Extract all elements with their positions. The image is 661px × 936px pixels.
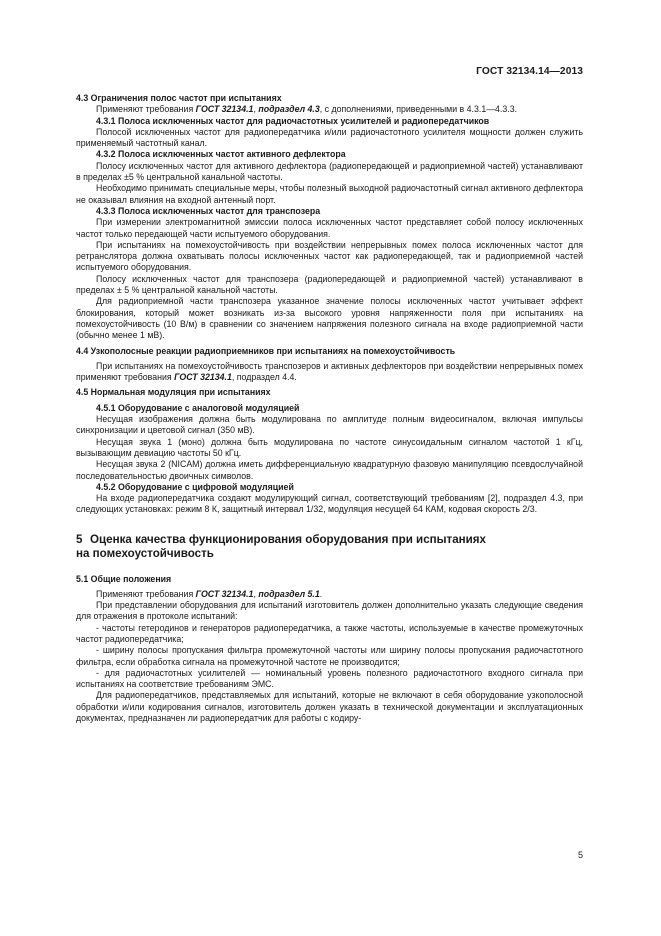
list-item: - ширину полосы пропускания фильтра промежуточной частоты или ширину полосы пропускания радиочастотного фильтра, если обработка сигнала на промежуточной частоте не производится; bbox=[76, 645, 583, 667]
text-run: Применяют требования bbox=[96, 588, 196, 599]
standard-reference: ГОСТ 32134.1 bbox=[195, 588, 254, 599]
section-4-5-2-title: 4.5.2 Оборудование с цифровой модуляцией bbox=[96, 481, 294, 492]
subsection-reference: подраздел 5.1 bbox=[258, 588, 320, 599]
text-run: . bbox=[319, 588, 323, 599]
section-5-number: 5 bbox=[76, 532, 83, 546]
section-5-title-line-1: Оценка качества функционирования оборудования при испытаниях bbox=[90, 532, 487, 546]
section-4-5-1-paragraph-2: Несущая звука 1 (моно) должна быть модулирована по частоте синусоидальным сигналом частотой 1 кГц, вызывающим девиацию частоты 50 кГц. bbox=[76, 436, 583, 458]
list-item: - частоты гетеродинов и генераторов радиопередатчика, а также частоты, используемые в качестве промежуточных частот радиопередатчика; bbox=[76, 622, 583, 644]
text-run: , bbox=[253, 588, 259, 599]
subsection-reference: подраздел 4.3 bbox=[258, 104, 320, 115]
section-4-5-1-paragraph-1: Несущая изображения должна быть модулирована по амплитуде полным видеосигналом, включая импульсы синхронизации и цветовой сигнал (350 мВ). bbox=[76, 414, 583, 436]
standard-reference: ГОСТ 32134.1 bbox=[195, 104, 254, 115]
section-4-3-1-paragraph: Полосой исключенных частот для радиопередатчика и/или радиочастотного усилителя мощности должен служить применяемый частотный канал. bbox=[76, 126, 583, 149]
section-4-3-2-title: 4.3.2 Полоса исключенных частот активного дефлектора bbox=[96, 149, 346, 160]
section-5-1-paragraph-3: Для радиопередатчиков, представляемых для испытаний, которые не включают в себя оборудование узкополосной обработки и/или кодирования сигналов, изготовитель должен указать в технической документации и эксплуатационных документах, предназначен ли радиопередатчик для работы с кодиру- bbox=[76, 690, 583, 724]
text-run: , с дополнениями, приведенными в 4.3.1—4.3.3. bbox=[319, 104, 518, 115]
text-run: При испытаниях на помехоустойчивость транспозеров и активных дефлекторов при воздействии непрерывных помех применяют требования bbox=[76, 360, 583, 383]
document-code: ГОСТ 32134.14—2013 bbox=[476, 66, 583, 77]
section-5-title-line-2: на помехоустойчивость bbox=[76, 547, 214, 561]
section-4-3-3-paragraph-2: При испытаниях на помехоустойчивость при воздействии непрерывных помех полоса исключенных частот для ретранслятора должна охватывать полосы исключенных частот как радиопередающей, так и радиоприемной частей испытуемого оборудования. bbox=[76, 239, 583, 273]
text-run: , bbox=[253, 104, 259, 115]
text-run: , подраздел 4.4. bbox=[231, 372, 297, 383]
section-4-5-2-paragraph: На входе радиопередатчика создают модулирующий сигнал, соответствующий требованиям [2], подраздел 4.3, при следующих установках: режим 8 К, защитный интервал 1/32, модуляция несущей 64 КАМ, кодовая скорость 2/3. bbox=[76, 493, 583, 515]
text-run: Применяют требования bbox=[96, 104, 196, 115]
section-4-3-paragraph bbox=[76, 104, 583, 115]
section-4-3-3-paragraph-1: При измерении электромагнитной эмиссии полоса исключенных частот представляет собой полосу исключенных частот только передающей части испытуемого оборудования. bbox=[76, 217, 583, 239]
section-5-1-paragraph-1 bbox=[76, 589, 583, 600]
document-page bbox=[76, 0, 583, 936]
section-4-3-2-paragraph-2: Необходимо принимать специальные меры, чтобы полезный выходной радиочастотный сигнал активного дефлектора не оказывал влияния на входной антенный порт. bbox=[76, 183, 583, 205]
section-4-4-paragraph bbox=[76, 361, 583, 384]
section-4-3-3-paragraph-4: Для радиоприемной части транспозера указанное значение полосы исключенных частот учитывает эффект блокирования, который может возникать из-за высокого уровня напряженности поля при испытаниях на помехоустойчивость (10 В/м) в сравнении со значением напряжения полезного сигнала на входе радиоприемной части (обычно менее 1 мВ). bbox=[76, 296, 583, 341]
section-4-5-1-title: 4.5.1 Оборудование с аналоговой модуляцией bbox=[96, 402, 300, 413]
section-4-4-title: 4.4 Узкополосные реакции радиоприемников при испытаниях на помехоустойчивость bbox=[76, 345, 456, 356]
list-item: - для радиочастотных усилителей — номинальный уровень полезного радиочастотного входного сигнала при испытаниях на соответствие требованиям ЭМС. bbox=[76, 667, 583, 690]
document-body bbox=[76, 93, 583, 724]
section-5-title bbox=[76, 533, 583, 562]
section-5-1-title: 5.1 Общие положения bbox=[76, 573, 172, 584]
standard-reference: ГОСТ 32134.1 bbox=[174, 372, 232, 383]
section-4-5-1-paragraph-3: Несущая звука 2 (NICAM) должна иметь дифференциальную квадратурную фазовую манипуляцию псевдослучайной последовательностью двоичных символов. bbox=[76, 459, 583, 481]
section-4-5-title: 4.5 Нормальная модуляция при испытаниях bbox=[76, 387, 271, 398]
page-number: 5 bbox=[577, 850, 583, 860]
section-4-3-3-paragraph-3: Полосу исключенных частот для транспозера (радиопередающей и радиоприемной частей) устанавливают в пределах ± 5 % центральной канальной частоты. bbox=[76, 273, 583, 296]
section-5-1-paragraph-2: При представлении оборудования для испытаний изготовитель должен дополнительно указать следующие сведения для отражения в протоколе испытаний: bbox=[76, 600, 583, 622]
section-4-3-3-title: 4.3.3 Полоса исключенных частот для транспозера bbox=[96, 205, 321, 216]
section-4-3-title: 4.3 Ограничения полос частот при испытаниях bbox=[76, 93, 282, 103]
section-4-3-2-paragraph-1: Полосу исключенных частот для активного дефлектора (радиопередающей и радиоприемной частей) устанавливают в пределах ±5 % центральной канальной частоты. bbox=[76, 160, 583, 183]
section-4-3-1-title: 4.3.1 Полоса исключенных частот для радиочастотных усилителей и радиопередатчиков bbox=[96, 115, 490, 126]
